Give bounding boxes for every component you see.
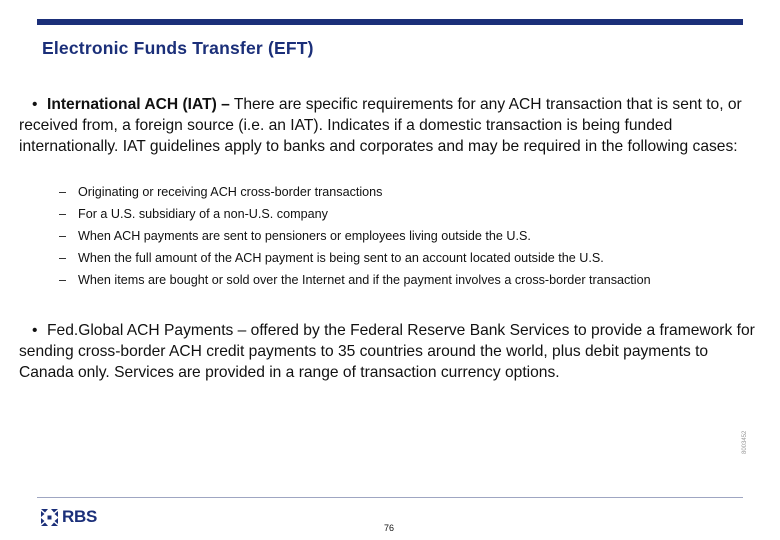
case-text: When the full amount of the ACH payment is being sent to an account located outside the U.S.	[78, 251, 604, 265]
list-item	[59, 225, 651, 247]
document-code: 8003452	[742, 430, 748, 454]
list-item	[59, 203, 651, 225]
case-text: Originating or receiving ACH cross-border transactions	[78, 185, 383, 199]
logo-text: RBS	[62, 507, 97, 526]
case-text: When items are bought or sold over the Internet and if the payment involves a cross-border transaction	[78, 273, 651, 287]
dash-symbol: –	[59, 273, 67, 287]
slide-title: Electronic Funds Transfer (EFT)	[42, 38, 314, 58]
dash-symbol: –	[59, 229, 67, 243]
fedglobal-text: Fed.Global ACH Payments – offered by the Federal Reserve Bank Services to provide a framework for sending cross-border ACH credit payments to 35 countries around the world, plus debit payments to Canada only. Services are provided in a range of transaction currency options.	[19, 322, 755, 381]
dash-symbol: –	[59, 251, 67, 265]
rbs-daisy-wheel-icon	[40, 508, 59, 527]
iat-text: There are specific requirements for any ACH transaction that is sent to, or received from, a foreign source (i.e. an IAT). Indicates if a domestic transaction is being funded internationally. IAT guidelines apply to banks and corporates and may be required in the following cases:	[19, 96, 742, 155]
case-text: For a U.S. subsidiary of a non-U.S. company	[78, 207, 328, 221]
rbs-logo	[40, 507, 97, 527]
iat-label: International ACH (IAT) –	[47, 96, 230, 113]
list-item	[59, 181, 651, 203]
paragraph-iat	[19, 94, 764, 157]
bullet-symbol: •	[32, 96, 38, 113]
paragraph-fedglobal	[19, 320, 764, 383]
list-item	[59, 247, 651, 269]
top-rule	[37, 19, 743, 25]
bullet-symbol: •	[32, 322, 38, 339]
dash-symbol: –	[59, 185, 67, 199]
page-number: 76	[384, 523, 395, 533]
iat-cases-list	[59, 181, 651, 291]
list-item	[59, 269, 651, 291]
case-text: When ACH payments are sent to pensioners or employees living outside the U.S.	[78, 229, 531, 243]
bottom-rule	[37, 497, 743, 498]
dash-symbol: –	[59, 207, 67, 221]
